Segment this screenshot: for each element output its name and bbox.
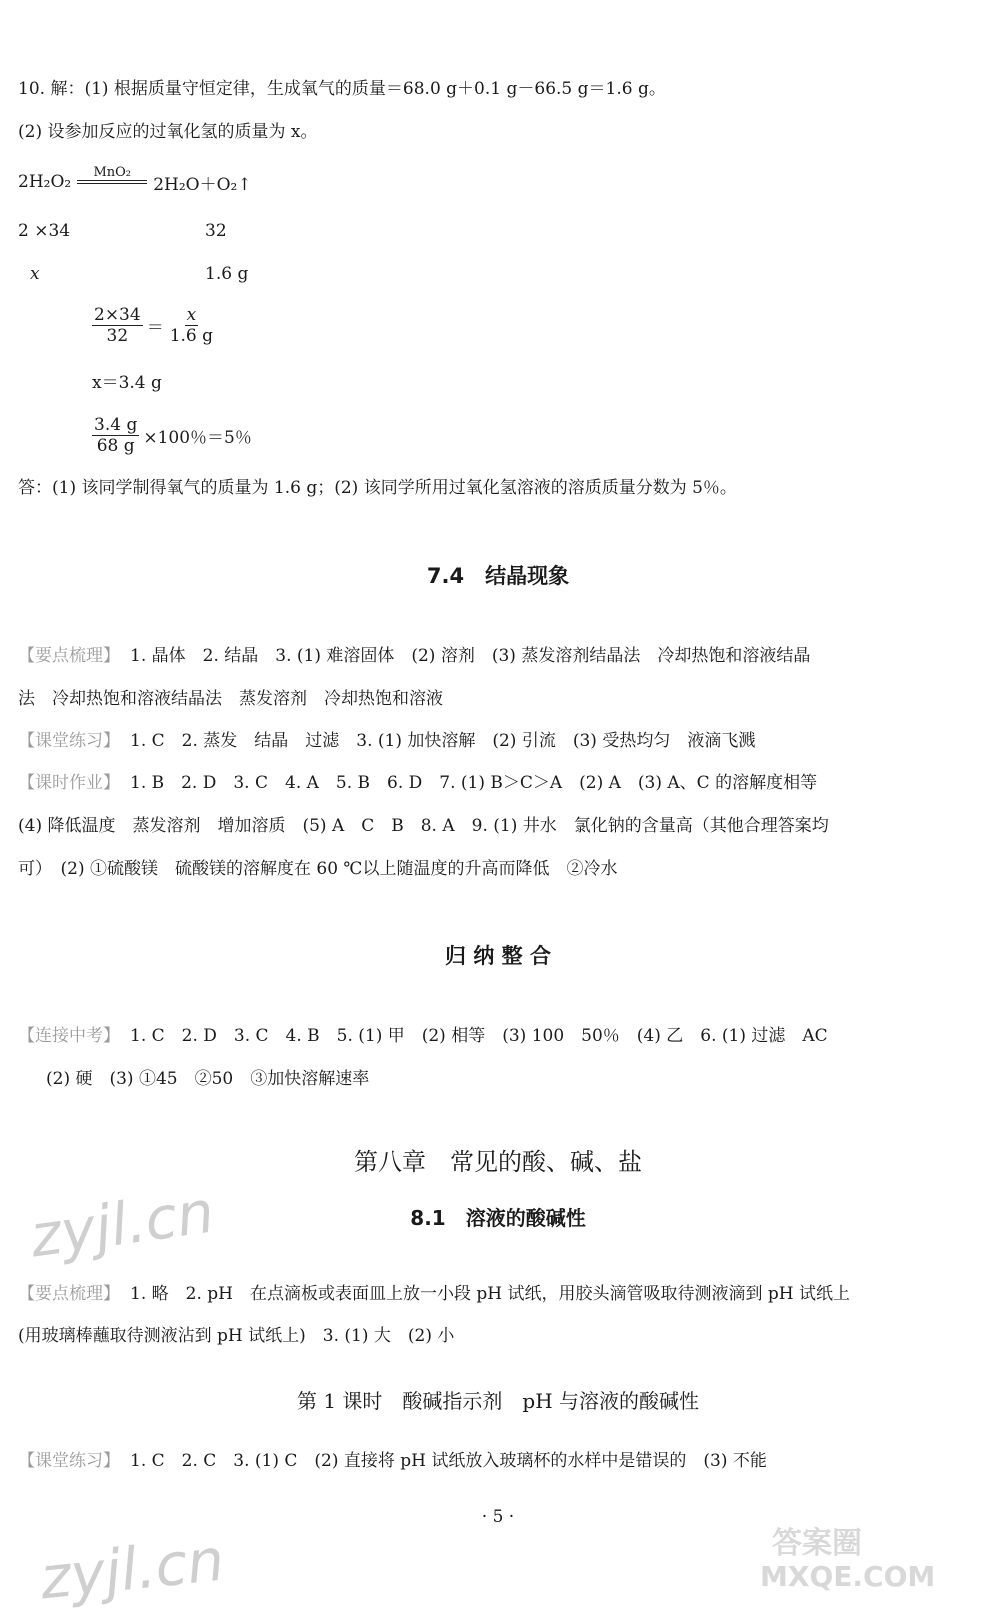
homework-tag: 【课时作业】 — [18, 773, 120, 793]
points-tag: 【要点梳理】 — [18, 646, 120, 666]
solution-answer: 答：(1) 该同学制得氧气的质量为 1.6 g；(2) 该同学所用过氧化氢溶液的溶质质量分数为 5％。 — [18, 478, 737, 498]
class-practice-line: 【课堂练习】 1. C 2. 蒸发 结晶 过滤 3. (1) 加快溶解 (2) 引流 (3) 受热均匀 液滴飞溅 — [18, 731, 756, 751]
chapter-title: 第八章 常见的酸、碱、盐 — [354, 1148, 642, 1176]
ch8-class-practice-tag: 【课堂练习】 — [18, 1451, 120, 1471]
mass-row-right: 32 — [205, 221, 227, 241]
chemical-equation — [18, 166, 252, 198]
ratio-right-fraction: $\frac{x}{1.6 g}$ — [169, 305, 214, 346]
var-row-right: 1.6 g — [205, 264, 249, 284]
section-title-8-1: 8.1 溶液的酸碱性 — [410, 1206, 586, 1230]
solution-line-1: 10. 解：(1) 根据质量守恒定律，生成氧气的质量＝68.0 g＋0.1 g－66.5 g＝1.6 g。 — [18, 79, 666, 99]
points-line-2: 法 冷却热饱和溶液结晶法 蒸发溶剂 冷却热饱和溶液 — [18, 689, 443, 709]
x-result: x＝3.4 g — [92, 373, 162, 393]
summary-title: 归 纳 整 合 — [445, 944, 551, 968]
page-number: · 5 · — [481, 1507, 515, 1527]
class-practice-tag: 【课堂练习】 — [18, 731, 120, 751]
points-line-1: 【要点梳理】 1. 晶体 2. 结晶 3. (1) 难溶固体 (2) 溶剂 (3) 蒸发溶剂结晶法 冷却热饱和溶液结晶 — [18, 646, 811, 666]
ch8-points-line-1: 【要点梳理】 1. 略 2. pH 在点滴板或表面皿上放一小段 pH 试纸，用胶头滴管吸取待测液滴到 pH 试纸上 — [18, 1284, 850, 1304]
ch8-points-tag: 【要点梳理】 — [18, 1284, 120, 1304]
homework-line-2: (4) 降低温度 蒸发溶剂 增加溶质 (5) A C B 8. A 9. (1) 井水 氯化钠的含量高（其他合理答案均 — [18, 816, 829, 836]
var-row-left: x — [30, 264, 40, 284]
ch8-class-practice-line: 【课堂练习】 1. C 2. C 3. (1) C (2) 直接将 pH 试纸放入玻璃杯的水样中是错误的 (3) 不能 — [18, 1451, 767, 1471]
ratio-left-fraction: $\frac{2\times 34}{32}$ — [94, 305, 141, 346]
exam-link-tag: 【连接中考】 — [18, 1026, 120, 1046]
solution-line-2: (2) 设参加反应的过氧化氢的质量为 x。 — [18, 122, 318, 142]
equation-products: 2H₂O＋O₂↑ — [153, 174, 252, 195]
mass-row-left: 2 ×34 — [18, 221, 71, 241]
watermark-corner: MXQE.COM — [760, 1560, 936, 1593]
homework-line-3: 可） (2) ①硫酸镁 硫酸镁的溶解度在 60 ℃以上随温度的升高而降低 ②冷水 — [18, 859, 618, 879]
watermark-bottom: zyjl.cn — [36, 1525, 228, 1612]
watermark-mid: zyjl.cn — [26, 1177, 218, 1271]
exam-link-line-1: 【连接中考】 1. C 2. D 3. C 4. B 5. (1) 甲 (2) 相等 (3) 100 50％ (4) 乙 6. (1) 过滤 AC — [18, 1026, 828, 1046]
equation-reactant: 2H₂O₂ — [18, 172, 72, 192]
equals-sign-icon — [77, 180, 147, 184]
ch8-points-line-2: (用玻璃棒蘸取待测液沾到 pH 试纸上) 3. (1) 大 (2) 小 — [18, 1326, 455, 1346]
percent-fraction: $\frac{3.4 g}{68 g}$ — [94, 415, 138, 456]
lesson-title: 第 1 课时 酸碱指示剂 pH 与溶液的酸碱性 — [296, 1389, 700, 1413]
ratio-equation: $\frac{2\times 34}{32}$ ＝ $\frac{x}{1.6 g}$ — [94, 305, 214, 346]
equation-condition — [77, 166, 147, 198]
section-title-7-4: 7.4 结晶现象 — [426, 564, 570, 588]
watermark-corner-top: 答案圈 — [772, 1526, 862, 1561]
exam-link-line-2: (2) 硬 (3) ①45 ②50 ③加快溶解速率 — [46, 1069, 370, 1089]
percent-equation: $\frac{3.4 g}{68 g}$ ×100％＝5％ — [94, 415, 252, 456]
homework-line-1: 【课时作业】 1. B 2. D 3. C 4. A 5. B 6. D 7. (1) B＞C＞A (2) A (3) A、C 的溶解度相等 — [18, 773, 818, 793]
equation-catalyst: MnO₂ — [93, 165, 131, 180]
